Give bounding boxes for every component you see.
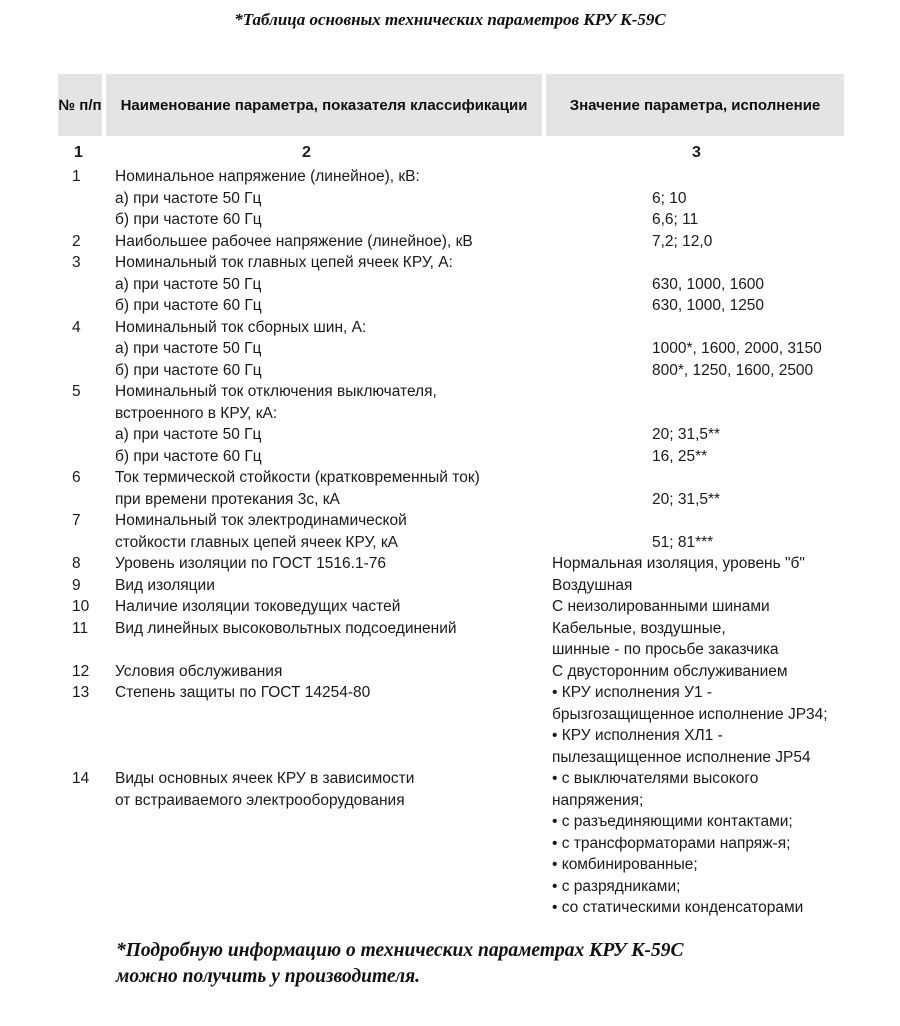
parameter-value: • КРУ исполнения У1 - (552, 684, 713, 701)
header-number: № п/п (58, 74, 102, 136)
parameter-name: а) при частоте 50 Гц (115, 189, 262, 207)
table-row (0, 231, 900, 253)
parameter-name: Ток термической стойкости (кратковременный ток) (115, 469, 480, 486)
parameter-value: 6; 10 (652, 189, 687, 207)
row-line (0, 317, 900, 339)
row-line (0, 295, 900, 317)
parameter-value: 800*, 1250, 1600, 2500 (652, 361, 814, 379)
parameter-name: Наличие изоляции токоведущих частей (115, 598, 401, 615)
parameter-value: • с разъединяющими контактами; (552, 813, 793, 830)
row-line (0, 252, 900, 274)
parameter-name: а) при частоте 50 Гц (115, 426, 262, 443)
parameter-name (115, 876, 545, 898)
row-line (0, 768, 900, 790)
row-line (0, 467, 900, 489)
row-number: 5 (72, 383, 81, 400)
row-line (0, 833, 900, 855)
row-line (0, 424, 900, 446)
table-row (0, 682, 900, 768)
row-line (0, 403, 900, 425)
table-row (0, 252, 900, 317)
parameter-value: Кабельные, воздушные, (552, 619, 726, 637)
table-row (0, 661, 900, 683)
row-line (0, 209, 900, 231)
parameter-name: Степень защиты по ГОСТ 14254-80 (115, 684, 371, 701)
table-row (0, 618, 900, 661)
parameter-name: встроенного в КРУ, кА: (115, 404, 278, 422)
row-line (0, 553, 900, 575)
table-row (0, 768, 900, 919)
parameter-name: б) при частоте 60 Гц (115, 297, 262, 314)
document-title: *Таблица основных технических параметров КРУ К-59С (234, 10, 666, 29)
row-number: 13 (72, 684, 90, 701)
table-row (0, 166, 900, 231)
parameter-value: Воздушная (552, 576, 633, 594)
parameter-value: 20; 31,5** (652, 426, 721, 443)
parameter-value (652, 510, 900, 532)
row-line (0, 596, 900, 618)
parameter-value: 630, 1000, 1600 (652, 275, 765, 293)
row-number: 10 (72, 598, 90, 615)
row-line (0, 661, 900, 683)
parameter-name: Номинальный ток электродинамической (115, 512, 407, 529)
row-number: 8 (72, 555, 81, 572)
row-number: 1 (72, 168, 81, 185)
table-row (0, 596, 900, 618)
row-line (0, 747, 900, 769)
row-line (0, 510, 900, 532)
row-line (0, 618, 900, 640)
parameter-name (115, 854, 545, 876)
footer-line-1: *Подробную информацию о технических параметрах КРУ К-59С (116, 940, 684, 961)
table-row (0, 553, 900, 575)
parameter-name (115, 704, 545, 726)
column-number-1: 1 (74, 144, 83, 161)
row-line (0, 811, 900, 833)
parameter-value: • КРУ исполнения ХЛ1 - (552, 727, 723, 744)
parameter-value: 16, 25** (652, 447, 708, 465)
parameter-name (115, 811, 545, 833)
row-line (0, 188, 900, 210)
row-line (0, 381, 900, 403)
parameter-name: б) при частоте 60 Гц (115, 211, 262, 228)
row-line (0, 854, 900, 876)
row-line (0, 897, 900, 919)
parameter-name (115, 833, 545, 855)
row-line (0, 704, 900, 726)
table-row (0, 510, 900, 553)
parameter-name: Вид изоляции (115, 576, 215, 594)
parameter-name: Номинальное напряжение (линейное), кВ: (115, 168, 420, 185)
parameter-value: С неизолированными шинами (552, 598, 770, 615)
parameter-value: • с разрядниками; (552, 877, 681, 895)
parameter-name: от встраиваемого электрооборудования (115, 791, 405, 809)
parameter-name: а) при частоте 50 Гц (115, 275, 262, 293)
table-row (0, 575, 900, 597)
parameter-value: напряжения; (552, 791, 644, 809)
parameter-value (652, 403, 900, 425)
parameters-table-body (0, 166, 900, 919)
parameter-name (115, 639, 545, 661)
row-number: 6 (72, 469, 81, 486)
parameter-name: Наибольшее рабочее напряжение (линейное), кВ (115, 232, 473, 250)
parameter-value (652, 381, 900, 403)
row-line (0, 876, 900, 898)
row-line (0, 790, 900, 812)
parameter-value: 6,6; 11 (652, 211, 699, 228)
row-line (0, 532, 900, 554)
parameter-name (115, 747, 545, 769)
column-number-2: 2 (302, 144, 311, 161)
row-line (0, 274, 900, 296)
row-number: 11 (72, 619, 89, 637)
footer-note (116, 938, 876, 990)
parameter-name: Уровень изоляции по ГОСТ 1516.1-76 (115, 555, 386, 572)
row-line (0, 338, 900, 360)
parameter-value: • комбинированные; (552, 856, 698, 873)
parameter-name: стойкости главных цепей ячеек КРУ, кА (115, 533, 398, 551)
parameter-name: Вид линейных высоковольтных подсоединений (115, 619, 457, 637)
parameter-value (652, 467, 900, 489)
row-line (0, 489, 900, 511)
row-line (0, 725, 900, 747)
header-parameter-name: Наименование параметра, показателя классификации (106, 74, 542, 136)
table-row (0, 381, 900, 467)
row-line (0, 639, 900, 661)
parameter-name: при времени протекания 3с, кА (115, 490, 340, 508)
parameter-name: Номинальный ток сборных шин, А: (115, 318, 367, 336)
row-line (0, 446, 900, 468)
parameter-value (652, 166, 900, 188)
parameter-value: 7,2; 12,0 (652, 232, 713, 250)
parameter-name: а) при частоте 50 Гц (115, 340, 262, 357)
column-number-3: 3 (692, 144, 701, 161)
row-line (0, 166, 900, 188)
parameter-value: С двусторонним обслуживанием (552, 662, 788, 680)
parameter-value: пылезащищенное исполнение JP54 (552, 748, 811, 766)
parameter-value: • со статическими конденсаторами (552, 899, 804, 916)
parameter-value: 20; 31,5** (652, 490, 721, 508)
row-line (0, 575, 900, 597)
parameter-name (115, 897, 545, 919)
parameter-value (652, 317, 900, 339)
row-line (0, 360, 900, 382)
parameter-name (115, 725, 545, 747)
table-row (0, 317, 900, 382)
parameter-value: 1000*, 1600, 2000, 3150 (652, 340, 822, 357)
parameter-value: 51; 81*** (652, 533, 714, 551)
footer-line-2: можно получить у производителя. (116, 966, 420, 987)
parameter-value: брызгозащищенное исполнение JP34; (552, 705, 828, 723)
parameter-value: 630, 1000, 1250 (652, 297, 765, 314)
parameter-name: Номинальный ток главных цепей ячеек КРУ, А: (115, 254, 453, 271)
parameter-value: • с трансформаторами напряж-я; (552, 834, 791, 852)
parameter-value: • с выключателями высокого (552, 770, 759, 787)
parameter-name: б) при частоте 60 Гц (115, 447, 262, 465)
parameter-name: Условия обслуживания (115, 662, 283, 680)
parameter-value: шинные - по просьбе заказчика (552, 641, 779, 658)
parameter-value (652, 252, 900, 274)
table-row (0, 467, 900, 510)
row-number: 9 (72, 576, 81, 594)
parameter-name: б) при частоте 60 Гц (115, 361, 262, 379)
parameter-value: Нормальная изоляция, уровень "б" (552, 555, 805, 572)
row-number: 2 (72, 232, 81, 250)
parameter-name: Номинальный ток отключения выключателя, (115, 383, 437, 400)
row-number: 7 (72, 512, 81, 529)
row-line (0, 231, 900, 253)
row-number: 12 (72, 662, 90, 680)
row-number: 14 (72, 770, 90, 787)
row-line (0, 682, 900, 704)
row-number: 3 (72, 254, 81, 271)
parameter-name: Виды основных ячеек КРУ в зависимости (115, 770, 415, 787)
row-number: 4 (72, 318, 81, 336)
header-parameter-value: Значение параметра, исполнение (546, 74, 844, 136)
